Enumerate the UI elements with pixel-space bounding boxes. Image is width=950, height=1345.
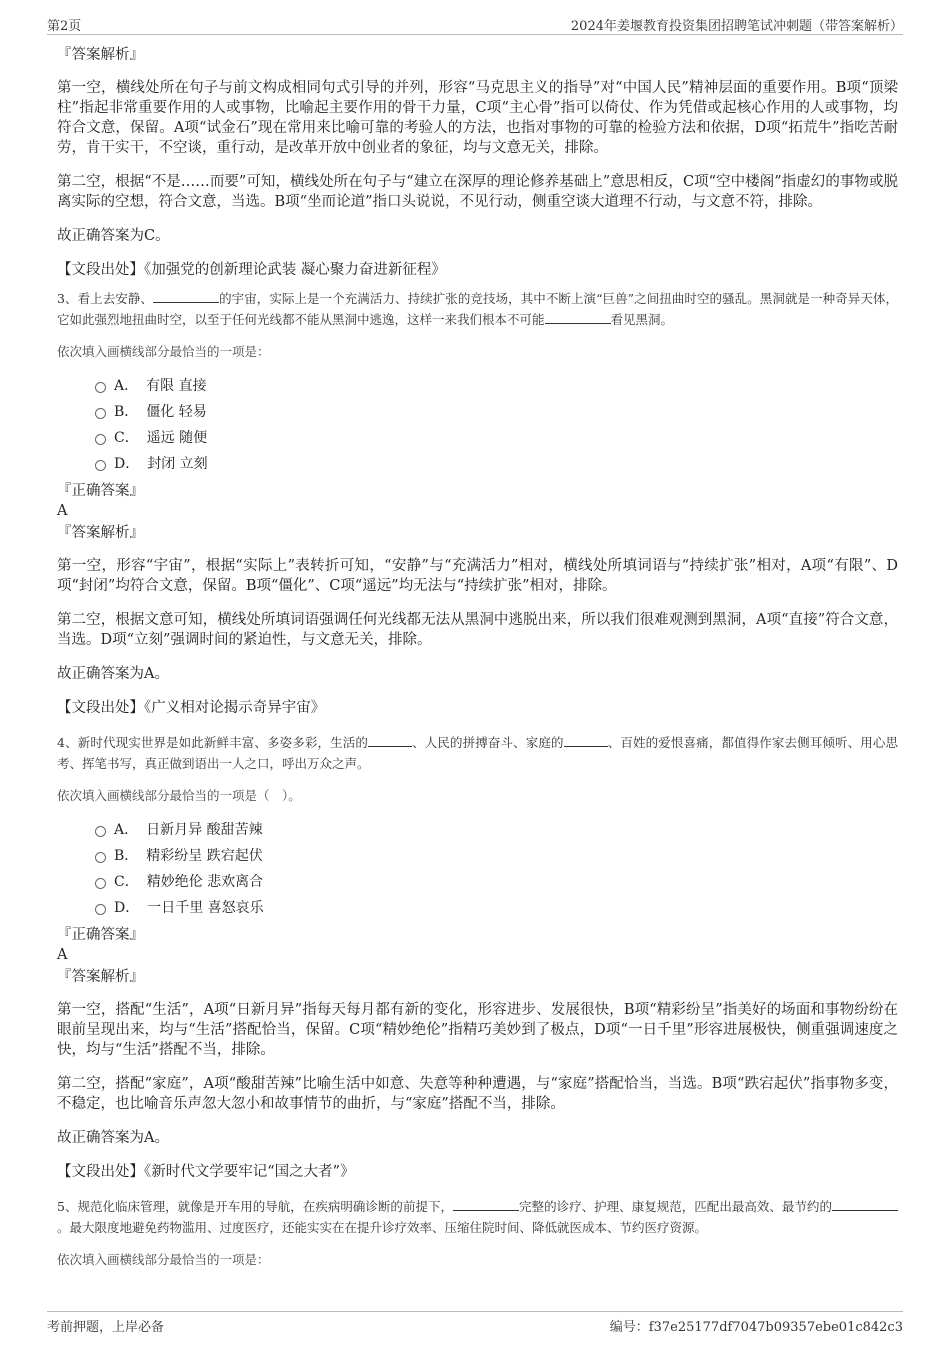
question-4 [57,732,898,1182]
question-instruction: 依次填入画横线部分最恰当的一项是： [57,344,270,359]
question-3 [57,288,898,718]
document-id: 编号：f37e25177df7047b09357ebe01c842c3 [609,1320,903,1335]
question-text: 5、规范化临床管理，就像是开车用的导航，在疾病明确诊断的前提下， 完整的诊疗、护理、康复规范，匹配出最高效、最节约的。最大限度地避免药物滥用、过度医疗，还能实实在在提升诊疗效率、压缩住院时间、降低就医成本、节约医疗资源。 [57,1196,898,1238]
radio-icon[interactable] [95,878,106,889]
option-d[interactable]: D． 一日千里 喜怒哀乐 [95,894,898,920]
footer-slogan: 考前押题，上岸必备 [47,1320,165,1335]
page-header [47,12,903,35]
fill-blank [832,1198,898,1211]
analysis-paragraph: 第二空，根据文意可知，横线处所填词语强调任何光线都无法从黑洞中逃脱出来，所以我们很难观测到黑洞，A项“直接”符合文意，当选。D项“立刻”强调时间的紧迫性，与文意无关，排除。 [57,612,898,648]
analysis-paragraph: 第一空，搭配“生活”，A项“日新月异”指每天每月都有新的变化，形容进步、发展很快，B项“精彩纷呈”指美好的场面和事物纷纷在眼前呈现出来，均与“生活”搭配恰当，保留。C项“精妙绝伦”指精巧美妙到了极点，D项“一日千里”形容进展极快，侧重强调速度之快，均与“生活”搭配不当，排除。 [57,1002,898,1058]
analysis-label: 『答案解析』 [57,525,144,541]
fill-blank [545,311,611,324]
analysis-paragraph: 第二空，搭配“家庭”，A项“酸甜苦辣”比喻生活中如意、失意等种种遭遇，与“家庭”搭配恰当，当选。B项“跌宕起伏”指事物多变，不稳定，也比喻音乐声忽大忽小和故事情节的曲折，与“家庭”搭配不当，排除。 [57,1076,898,1112]
radio-icon[interactable] [95,826,106,837]
fill-blank [453,1198,519,1211]
radio-icon[interactable] [95,460,106,471]
question-instruction: 依次填入画横线部分最恰当的一项是： [57,1252,270,1267]
answer-conclusion: 故正确答案为C。 [57,228,170,244]
question-instruction: 依次填入画横线部分最恰当的一项是（ ）。 [57,788,301,803]
options-list [95,372,898,476]
analysis-paragraph: 第一空，横线处所在句子与前文构成相同句式引导的并列，形容“马克思主义的指导”对“中国人民”精神层面的重要作用。B项“顶梁柱”指起非常重要作用的人或事物，比喻起主要作用的骨干力量，C项“主心骨”指可以倚仗、作为凭借或起核心作用的人或事物，均符合文意，保留。A项“试金石”现在常用来比喻可靠的考验人的方法，也指对事物的可靠的检验方法和依据，D项“拓荒牛”指吃苦耐劳，肯干实干，不空谈，重行动，是改革开放中创业者的象征，均与文意无关，排除。 [57,80,898,156]
analysis-label: 『答案解析』 [57,969,144,985]
correct-answer: A [57,947,68,963]
page-footer [47,1311,903,1336]
analysis-paragraph: 第一空，形容“宇宙”，根据“实际上”表转折可知，“安静”与“充满活力”相对，横线处所填词语与“持续扩张”相对，A项“有限”、D项“封闭”均符合文意，保留。B项“僵化”、C项“遥远”均无法与“持续扩张”相对，排除。 [57,558,898,594]
correct-answer: A [57,503,68,519]
option-a[interactable]: A． 日新月异 酸甜苦辣 [95,816,898,842]
content [57,44,898,1280]
options-list [95,816,898,920]
analysis-label: 『答案解析』 [57,47,144,63]
option-c[interactable]: C． 精妙绝伦 悲欢离合 [95,868,898,894]
source-citation: 【文段出处】《新时代文学要牢记“国之大者”》 [57,1164,355,1180]
document-title: 2024年姜堰教育投资集团招聘笔试冲刺题（带答案解析） [570,19,903,34]
radio-icon[interactable] [95,434,106,445]
analysis-paragraph: 第二空，根据“不是……而要”可知，横线处所在句子与“建立在深厚的理论修养基础上”意思相反，C项“空中楼阁”指虚幻的事物或脱离实际的空想，符合文意，当选。B项“坐而论道”指口头说说，不见行动，侧重空谈大道理不行动，与文意不符，排除。 [57,174,898,210]
correct-answer-label: 『正确答案』 [57,927,144,943]
question-text: 3、看上去安静、 的宇宙，实际上是一个充满活力、持续扩张的竞技场，其中不断上演“巨兽”之间扭曲时空的骚乱。黑洞就是一种奇异天体，它如此强烈地扭曲时空，以至于任何光线都不能从黑洞中逃逸，这样一来我们根本不可能 看见黑洞。 [57,291,898,327]
option-b[interactable]: B． 精彩纷呈 跌宕起伏 [95,842,898,868]
option-d[interactable]: D． 封闭 立刻 [95,450,898,476]
radio-icon[interactable] [95,852,106,863]
answer-conclusion: 故正确答案为A。 [57,666,169,682]
option-c[interactable]: C． 遥远 随便 [95,424,898,450]
fill-blank [368,734,412,747]
fill-blank [153,290,219,303]
page-number: 第2页 [47,19,82,34]
question-5 [57,1196,898,1270]
source-citation: 【文段出处】《广义相对论揭示奇异宇宙》 [57,700,326,716]
correct-answer-label: 『正确答案』 [57,483,144,499]
answer-conclusion: 故正确答案为A。 [57,1130,169,1146]
option-a[interactable]: A． 有限 直接 [95,372,898,398]
radio-icon[interactable] [95,382,106,393]
question-text: 4、新时代现实世界是如此新鲜丰富、多姿多彩，生活的 、人民的拼搏奋斗、家庭的 、百姓的爱恨喜痛，都值得作家去侧耳倾听、用心思考、挥笔书写，真正做到语出一人之口，呼出万众之声。 [57,735,898,771]
source-citation: 【文段出处】《加强党的创新理论武装 凝心聚力奋进新征程》 [57,262,446,278]
radio-icon[interactable] [95,904,106,915]
option-b[interactable]: B． 僵化 轻易 [95,398,898,424]
radio-icon[interactable] [95,408,106,419]
fill-blank [564,734,608,747]
